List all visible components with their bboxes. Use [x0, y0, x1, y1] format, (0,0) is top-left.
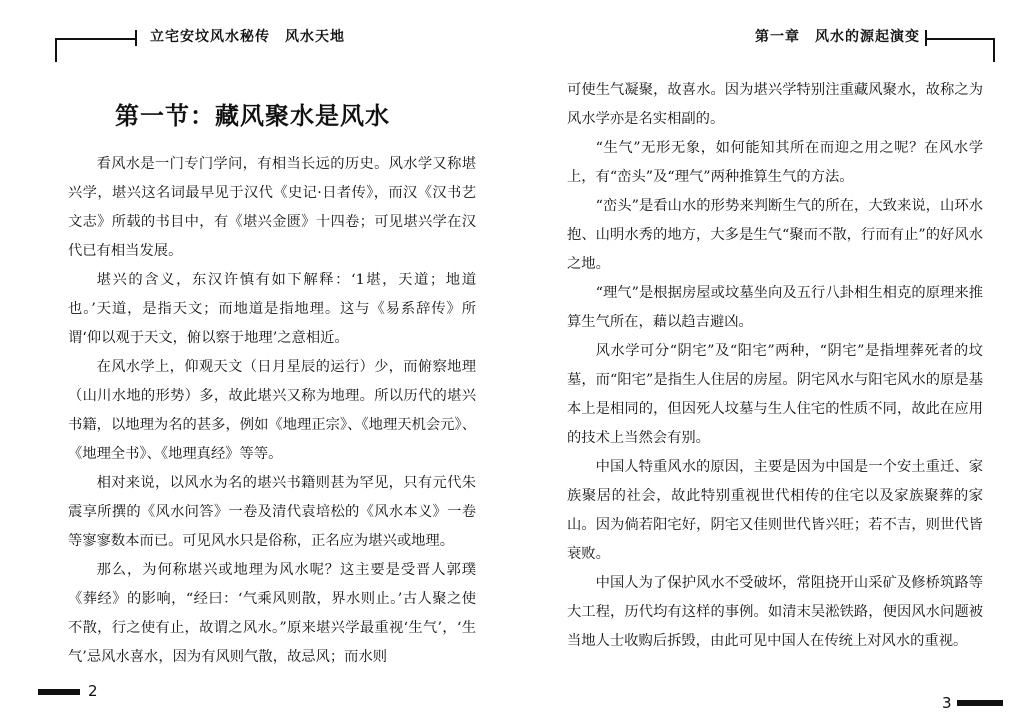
header-rule-drop: [993, 38, 995, 62]
paragraph: 那么，为何称堪兴或地理为风水呢？这主要是受晋人郭璞《葬经》的影响，“经曰：‘气乘风则散，界水则止。’古人聚之使不散，行之使有止，故谓之风水。”原来堪兴学最重视‘生气’，‘生气’忌风水喜水，因为有风则气散，故忌风；而水则: [68, 562, 476, 665]
page-number: 3: [942, 694, 952, 712]
body-text: [68, 150, 476, 672]
header-rule-drop: [55, 38, 57, 62]
footer-bar: [957, 700, 1003, 706]
header-rule-tick: [135, 30, 137, 46]
paragraph: 在风水学上，仰观天文（日月星辰的运行）少，而俯察地理（山川水地的形势）多，故此堪兴又称为地理。所以历代的堪兴书籍，以地理为名的甚多，例如《地理正宗》、《地理天机会元》、《地理全书》、《地理真经》等等。: [68, 359, 476, 462]
paragraph: 中国人为了保护风水不受破坏，常阻挠开山采矿及修桥筑路等大工程，历代均有这样的事例。如清末吴淞铁路，便因风水问题被当地人士收购后拆毁，由此可见中国人在传统上对风水的重视。: [567, 575, 983, 649]
paragraph: 相对来说，以风水为名的堪兴书籍则甚为罕见，只有元代朱震享所撰的《风水问答》一卷及清代袁培松的《风水本义》一卷等寥寥数本而已。可见风水只是俗称，正名应为堪兴或地理。: [68, 475, 476, 549]
right-page: [505, 0, 1010, 714]
footer-bar: [38, 689, 80, 695]
paragraph-continuation: 可使生气凝聚，故喜水。因为堪兴学特别注重藏风聚水，故称之为风水学亦是名实相副的。: [567, 82, 983, 127]
header-rule: [55, 38, 135, 40]
header-rule: [925, 38, 995, 40]
body-text: [567, 76, 983, 656]
running-head: 第一章 风水的源起演变: [755, 29, 920, 45]
paragraph: “理气”是根据房屋或坟墓坐向及五行八卦相生相克的原理来推算生气所在，藉以趋吉避凶。: [567, 285, 983, 330]
paragraph: 堪兴的含义，东汉许慎有如下解释：‘1堪，天道；地道也。’天道，是指天文；而地道是指地理。这与《易系辞传》所谓‘仰以观于天文，俯以察于地理’之意相近。: [68, 272, 476, 346]
paragraph: 中国人特重风水的原因，主要是因为中国是一个安土重迁、家族聚居的社会，故此特别重视世代相传的住宅以及家族聚葬的家山。因为倘若阳宅好，阴宅又佳则世代皆兴旺；若不吉，则世代皆衰败。: [567, 459, 983, 562]
page-number: 2: [88, 682, 98, 700]
paragraph: 风水学可分“阴宅”及“阳宅”两种，“阴宅”是指埋葬死者的坟墓，而“阳宅”是指生人住居的房屋。阴宅风水与阳宅风水的原是基本上是相同的，但因死人坟墓与生人住宅的性质不同，故此在应用的技术上当然会有别。: [567, 343, 983, 446]
paragraph: “峦头”是看山水的形势来判断生气的所在，大致来说，山环水抱、山明水秀的地方，大多是生气“聚而不散，行而有止”的好风水之地。: [567, 198, 983, 272]
running-head: 立宅安坟风水秘传 风水天地: [150, 29, 345, 45]
paragraph: “生气”无形无象，如何能知其所在而迎之用之呢？在风水学上，有“峦头”及“理气”两种推算生气的方法。: [567, 140, 983, 185]
section-title: 第一节：藏风聚水是风水: [115, 101, 390, 130]
paragraph: 看风水是一门专门学问，有相当长远的历史。风水学又称堪兴学，堪兴这名词最早见于汉代《史记·日者传》，而汉《汉书艺文志》所载的书目中，有《堪兴金匮》十四卷；可见堪兴学在汉代已有相当发展。: [68, 156, 476, 259]
